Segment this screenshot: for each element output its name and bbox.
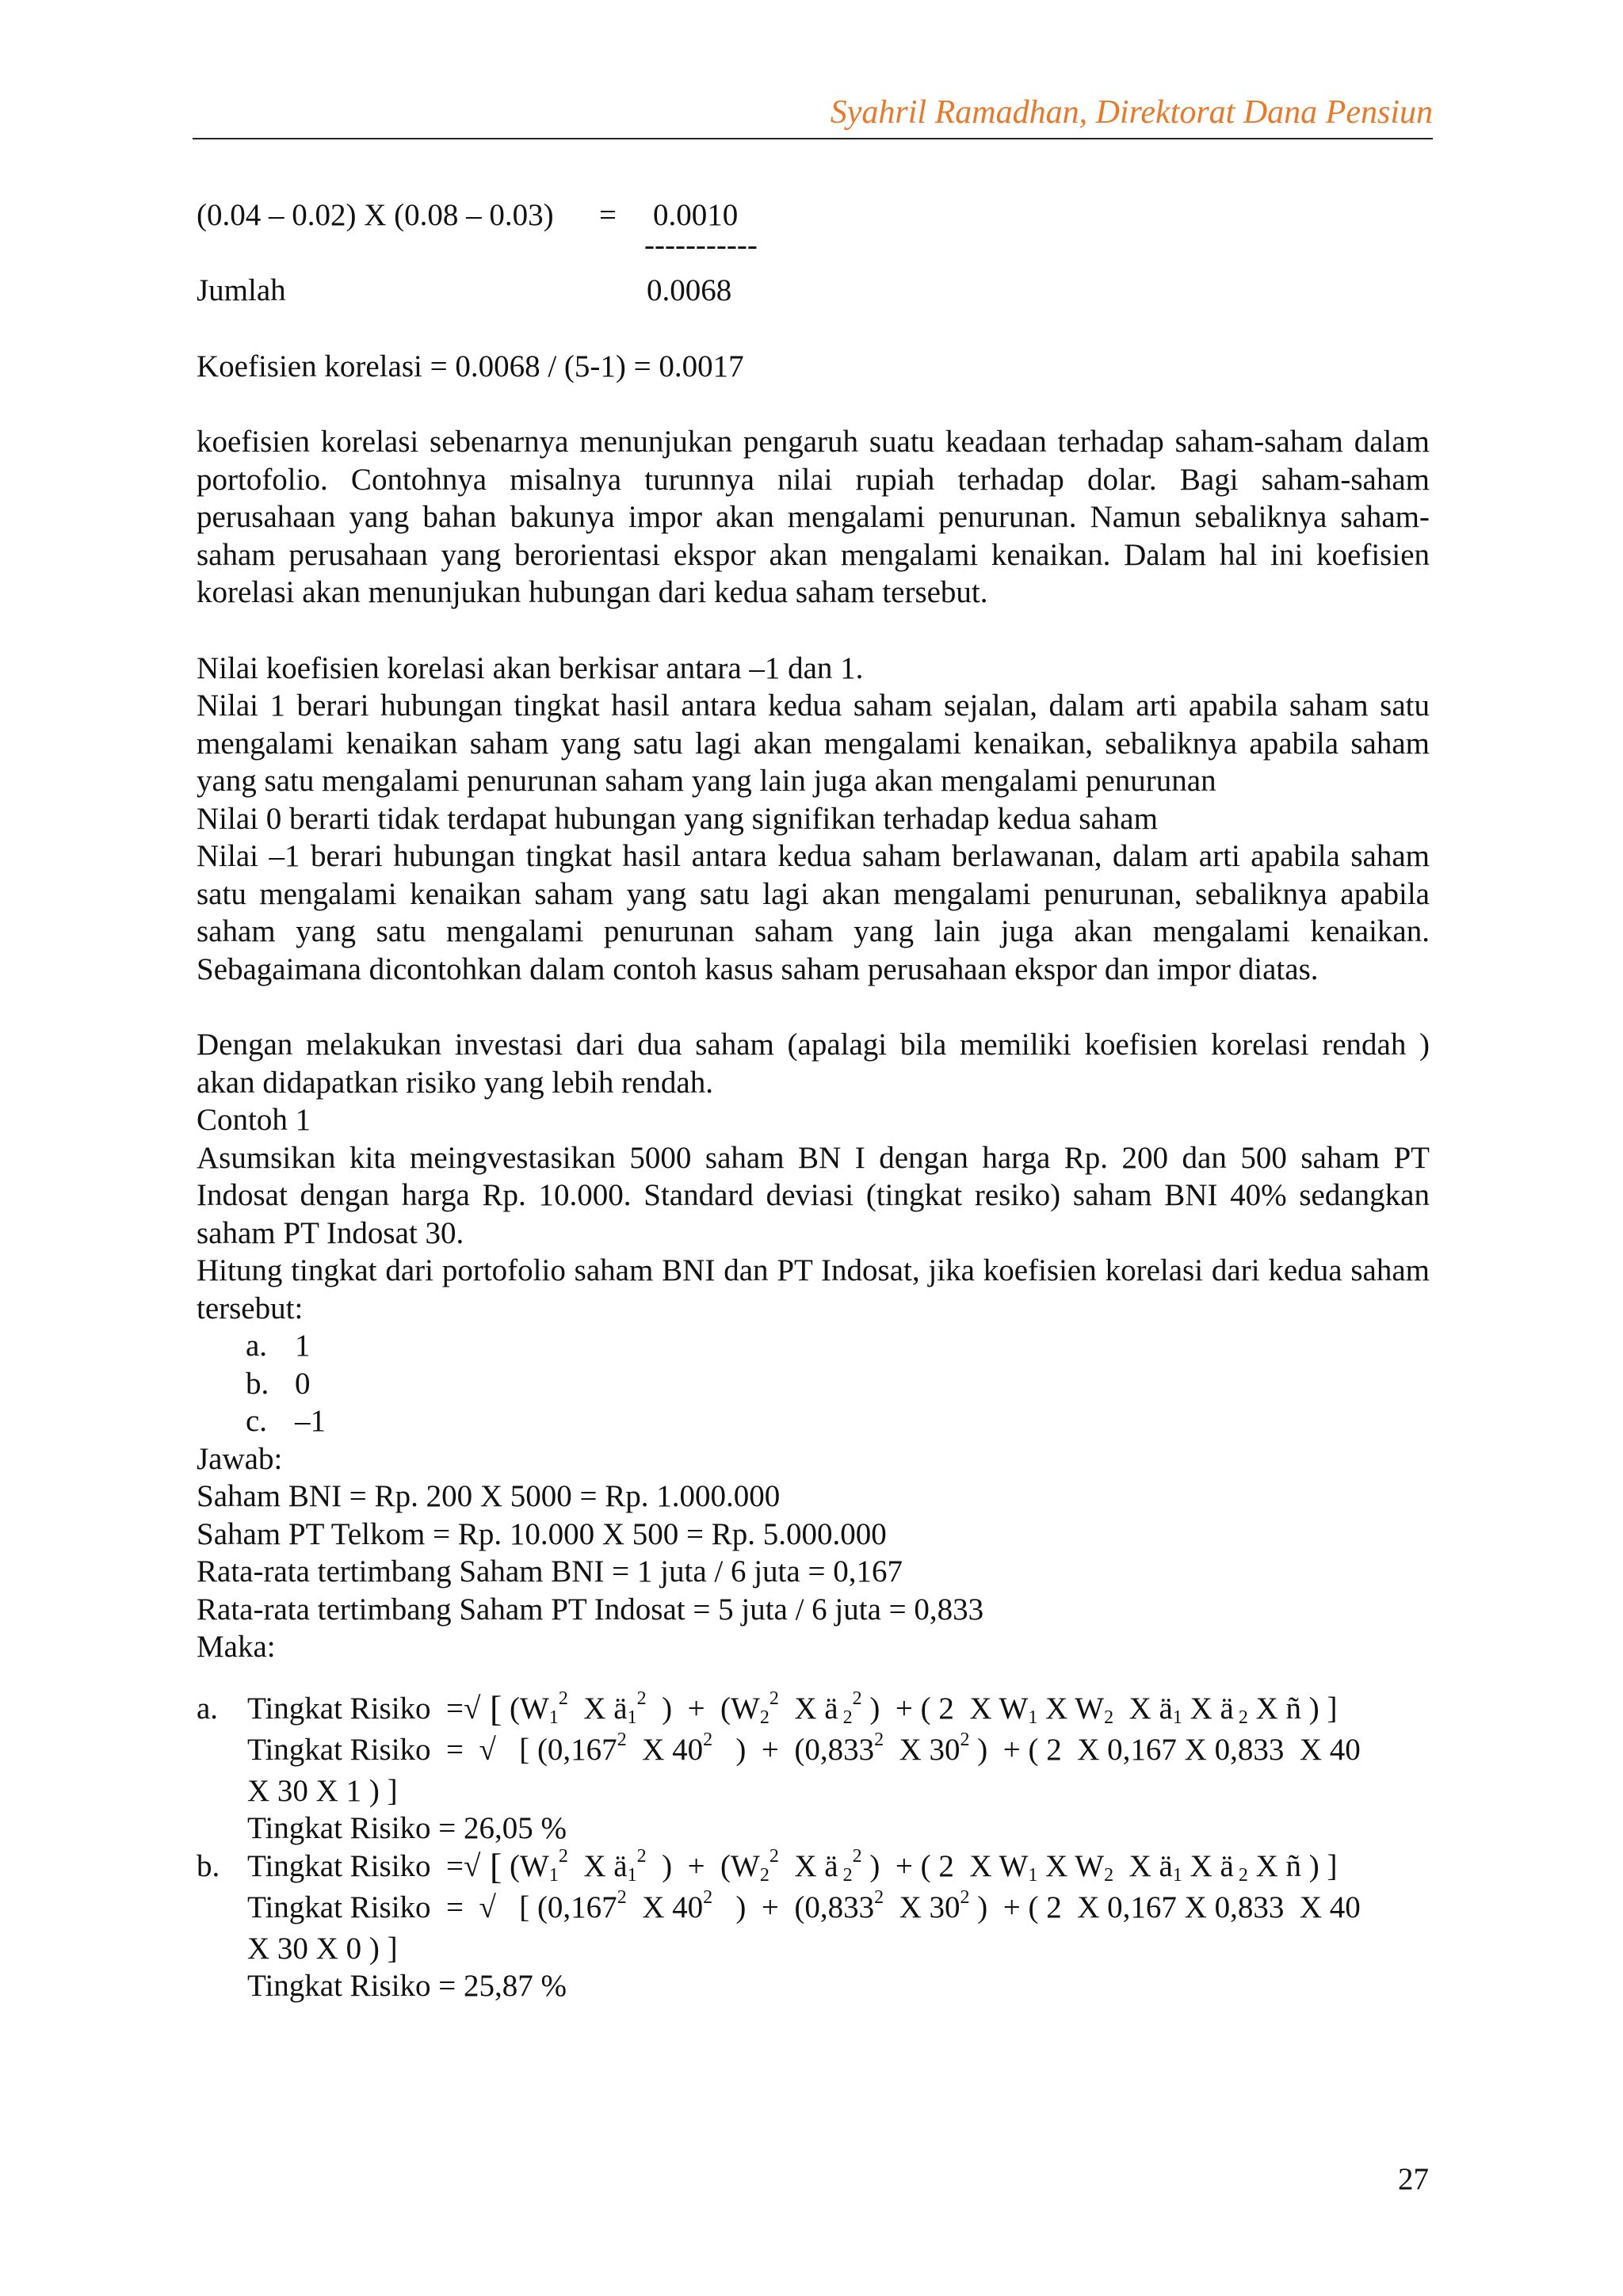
- page-body: [197, 196, 1430, 2005]
- header-rule: [193, 138, 1433, 139]
- list-item: a. 1: [246, 1329, 311, 1363]
- calc-row: [197, 196, 1430, 235]
- paragraph-value-1: Nilai 1 berari hubungan tingkat hasil antara kedua saham sejalan, dalam arti apabila saham satu mengalami kenaikan saham yang satu lagi akan mengalami kenaikan, sebaliknya apabila saham yang satu mengalami penurunan saham yang lain juga akan mengalami penurunan: [197, 688, 1430, 798]
- question-text: Hitung tingkat dari portofolio saham BNI dan PT Indosat, jika koefisien korelasi dari kedua saham tersebut:: [197, 1253, 1430, 1325]
- page-number: 27: [1398, 2162, 1429, 2196]
- formula-a-result: Tingkat Risiko = 26,05 %: [247, 1811, 567, 1845]
- calc-dashes: -----------: [644, 227, 758, 262]
- paragraph-value-0: Nilai 0 berarti tidak terdapat hubungan yang signifikan terhadap kedua saham: [197, 801, 1158, 836]
- formula-a-general: a. Tingkat Risiko =√ [ ($W_1^2$ X $ä_1^2$ ) + ($W_2^2$ X ä $_2^2$ ) + ( 2 X $W_1$ X $W_2$ X $ä_1$ X ä $_2$ X ñ ) ]: [197, 1688, 1338, 1729]
- formula-b-result: Tingkat Risiko = 25,87 %: [247, 1969, 567, 2003]
- running-header: Syahril Ramadhan, Direktorat Dana Pensiun: [830, 94, 1433, 131]
- example-title: Contoh 1: [197, 1103, 311, 1137]
- answer-line: Maka:: [197, 1630, 276, 1664]
- list-item: c. –1: [246, 1404, 326, 1438]
- paragraph-investment: Dengan melakukan investasi dari dua saham (apalagi bila memiliki koefisien korelasi rendah ) akan didapatkan risiko yang lebih rendah.: [197, 1028, 1430, 1100]
- answer-line: Saham BNI = Rp. 200 X 5000 = Rp. 1.000.000: [197, 1479, 781, 1513]
- sum-value: 0.0068: [647, 273, 732, 307]
- answer-line: Saham PT Telkom = Rp. 10.000 X 500 = Rp. 5.000.000: [197, 1516, 887, 1551]
- options-list: [197, 1327, 1430, 1440]
- answer-title: Jawab:: [197, 1441, 283, 1476]
- sum-label: Jumlah: [197, 273, 286, 307]
- formula-b-substituted: Tingkat Risiko = √ [ (0,167$^2$ X $40^2$ ) + (0,833$^2$ X $30^2$ ) + ( 2 X 0,167 X 0,833 X 40: [247, 1886, 1361, 1924]
- list-item: b. 0: [246, 1366, 311, 1401]
- example-text: Asumsikan kita meingvestasikan 5000 saham BN I dengan harga Rp. 200 dan 500 saham PT Indosat dengan harga Rp. 10.000. Standard deviasi (tingkat resiko) saham BNI 40% sedangkan saham PT Indosat 30.: [197, 1140, 1430, 1250]
- calc-equals: =: [599, 198, 617, 232]
- calc-expression: (0.04 – 0.02) X (0.08 – 0.03): [197, 198, 554, 232]
- calc-value: 0.0010: [653, 198, 739, 232]
- calc-dash-row: [197, 227, 1430, 273]
- sum-row: [197, 272, 1430, 310]
- formula-b-continuation: X 30 X 0 ) ]: [247, 1931, 398, 1966]
- answer-line: Rata-rata tertimbang Saham BNI = 1 juta / 6 juta = 0,167: [197, 1554, 903, 1589]
- paragraph-correlation-effect: koefisien korelasi sebenarnya menunjukan pengaruh suatu keadaan terhadap saham-saham dalam portofolio. Contohnya misalnya turunnya nilai rupiah terhadap dolar. Bagi saham-saham perusahaan yang bahan bakunya impor akan mengalami penurunan. Namun sebaliknya saham-saham perusahaan yang berorientasi ekspor akan mengalami kenaikan. Dalam hal ini koefisien korelasi akan menunjukan hubungan dari kedua saham tersebut.: [197, 425, 1430, 609]
- answer-line: Rata-rata tertimbang Saham PT Indosat = 5 juta / 6 juta = 0,833: [197, 1592, 984, 1627]
- formula-a-continuation: X 30 X 1 ) ]: [247, 1773, 398, 1808]
- formula-b-general: b. Tingkat Risiko =√ [ ($W_1^2$ X $ä_1^2$ ) + ($W_2^2$ X ä $_2^2$ ) + ( 2 X $W_1$ X $W_2$ X $ä_1$ X ä $_2$ X ñ ) ]: [197, 1845, 1338, 1886]
- correlation-line: Koefisien korelasi = 0.0068 / (5-1) = 0.0017: [197, 349, 744, 383]
- paragraph-value-neg1: Nilai –1 berari hubungan tingkat hasil antara kedua saham berlawanan, dalam arti apabila saham satu mengalami kenaikan saham yang satu lagi akan mengalami penurunan, sebaliknya apabila saham yang satu mengalami penurunan saham yang lain juga akan mengalami kenaikan. Sebagaimana dicontohkan dalam contoh kasus saham perusahaan ekspor dan impor diatas.: [197, 839, 1430, 986]
- formula-a-substituted: Tingkat Risiko = √ [ (0,167$^2$ X $40^2$ ) + (0,833$^2$ X $30^2$ ) + ( 2 X 0,167 X 0,833 X 40: [247, 1729, 1361, 1767]
- correlation-range: Nilai koefisien korelasi akan berkisar antara –1 dan 1.: [197, 650, 864, 685]
